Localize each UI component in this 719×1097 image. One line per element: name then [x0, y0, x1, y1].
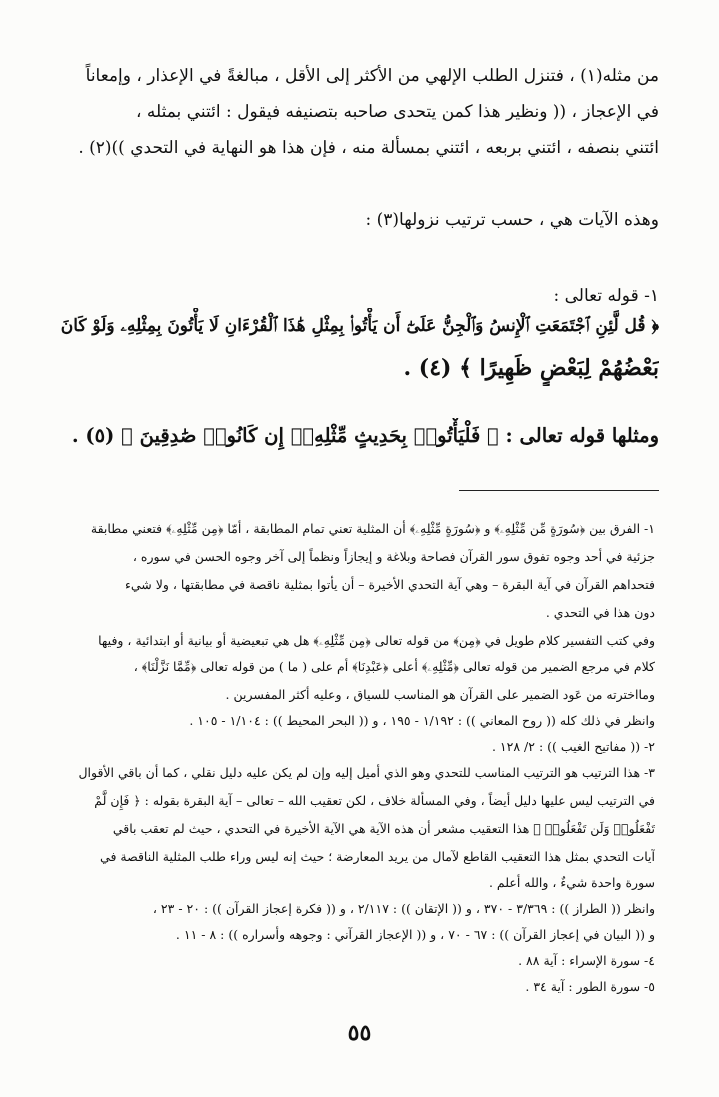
footnote-line-12: تَفْعَلُوا۟ وَلَن تَفْعَلُوا۟ ﴾ هذا التعقيب مشعر أن هذه الآية هي الآية الأخيرة في التحدي ، حيث لم تعقب باقي	[112, 821, 655, 836]
footnote-line-7: ومااخترته من عَود الضمير على القرآن هو المناسب للسياق ، وعليه أكثر المفسرين .	[225, 687, 655, 702]
footnote-line-4: دون هذا في التحدي .	[545, 605, 655, 620]
footnote-line-3: فتحداهم القرآن في آية البقرة – وهي آية التحدي الأخيرة – أن يأتوا بمثلية ناقصة في مطابقتها ، ولا شيء	[124, 577, 655, 592]
footnote-line-13: آيات التحدي بمثل هذا التعقيب القاطع لآمال من يريد المعارضة ؛ حيث إنه ليس وراء طلب المثلية الناقصة في	[100, 849, 655, 864]
footnote-line-2: جزئية في أحد وجوه تفوق سور القرآن فصاحة وبلاغة و إيجازاً ونظماً إلى آخر وجوه الحسن في سوره ،	[132, 549, 655, 564]
quran-verse-line-3: ومثلها قوله تعالى : ﴿ فَلْيَأْتُوا۟ بِحَدِيثٍ مِّثْلِهِۦٓ إِن كَانُوا۟ صَٰدِقِينَ ﴾ (٥) .	[71, 424, 659, 447]
footnote-line-8: وانظر في ذلك كله (( روح المعاني )) : ١/١٩٢ - ١٩٥ ، و (( البحر المحيط )) : ١/١٠٤ - ١٠٥ .	[189, 713, 655, 728]
body-line-2: في الإعجاز ، (( ونظير هذا كمن يتحدى صاحبه بتصنيفه فيقول : ائتني بمثله ،	[135, 102, 659, 122]
verse-intro-1: ١- قوله تعالى :	[553, 286, 659, 306]
footnote-line-10: ٣- هذا الترتيب هو الترتيب المناسب للتحدي وهو الذي أميل إليه وإن لم يكن عليه دليل نقلي ، كما أن باقي الأقوال	[78, 765, 655, 780]
body-line-3: ائتني بنصفه ، ائتني بربعه ، ائتني بمسألة منه ، فإن هذا هو النهاية في التحدي ))(٢) .	[78, 138, 659, 158]
quran-verse-line-1: ﴿ قُل لَّئِنِ ٱجْتَمَعَتِ ٱلْإِنسُ وَٱلْجِنُّ عَلَىٰٓ أَن يَأْتُوا۟ بِمِثْلِ هَٰذَا ٱلْقُرْءَانِ لَا يَأْتُونَ بِمِثْلِهِۦ وَلَوْ كَانَ	[60, 316, 659, 336]
body-line-1: من مثله(١) ، فتنزل الطلب الإلهي من الأكثر إلى الأقل ، مبالغةً في الإعذار ، وإمعاناً	[85, 66, 659, 86]
footnote-line-14: سورة واحدة شيءٌ ، والله أعلم .	[488, 875, 655, 890]
footnote-line-9: ٢- (( مفاتيح الغيب )) : ٢/ ١٢٨ .	[491, 739, 655, 754]
quran-verse-line-2: بَعْضُهُمْ لِبَعْضٍ ظَهِيرًا ﴾ (٤) .	[403, 355, 659, 381]
footnote-line-11: في الترتيب ليس عليها دليل أيضاً ، وفي المسألة خلاف ، لكن تعقيب الله – تعالى – آية البقرة بقوله : ﴿ فَإِن لَّمْ	[94, 793, 655, 808]
page-number: ٥٥	[347, 1020, 372, 1046]
footnote-line-16: و (( البيان في إعجاز القرآن )) : ٦٧ - ٧٠ ، و (( الإعجاز القرآني : وجوهه وأسراره )) : ٨ - ١١ .	[175, 927, 655, 942]
body-line-4: وهذه الآيات هي ، حسب ترتيب نزولها(٣) :	[365, 210, 659, 230]
footnote-separator	[459, 490, 659, 491]
footnote-line-1: ١- الفرق بين ﴿سُورَةٍ مِّن مِّثْلِهِۦ﴾ و ﴿سُورَةٍ مِّثْلِهِۦ﴾ أن المثلية تعني تمام المطابقة ، أمّا ﴿مِن مِّثْلِهِۦ﴾ فتعني مطابقة	[90, 521, 655, 536]
footnote-line-17: ٤- سورة الإسراء : آية ٨٨ .	[518, 953, 655, 968]
footnote-line-5: وفي كتب التفسير كلام طويل في ﴿مِن﴾ من قوله تعالى ﴿مِن مِّثْلِهِۦ﴾ هل هي تبعيضية أو بيانية أو ابتدائية ، وفيها	[98, 633, 655, 648]
footnote-line-15: وانظر (( الطراز )) : ٣/٣٦٩ - ٣٧٠ ، و (( الإتقان )) : ٢/١١٧ ، و (( فكرة إعجاز القرآن )) : ٢٠ - ٢٣ ،	[152, 901, 655, 916]
footnote-line-6: كلام في مرجع الضمير من قوله تعالى ﴿مِّثْلِهِۦ﴾ أعلى ﴿عَبْدِنَا﴾ أم على ( ما ) من قوله تعالى ﴿مِّمَّا نَزَّلْنَا﴾ ،	[133, 659, 655, 674]
footnote-line-18: ٥- سورة الطور : آية ٣٤ .	[525, 979, 655, 994]
